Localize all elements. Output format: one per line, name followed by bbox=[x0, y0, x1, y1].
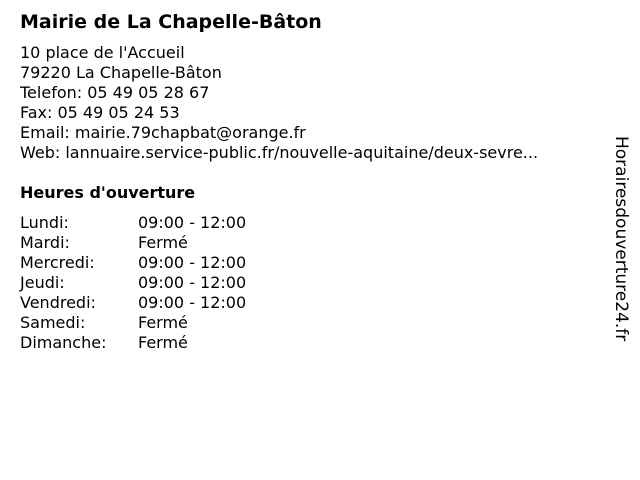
day-label: Jeudi: bbox=[20, 273, 65, 292]
address-street: 10 place de l'Accueil bbox=[20, 43, 185, 62]
hours-value: 09:00 - 12:00 bbox=[138, 253, 247, 272]
hours-value: Fermé bbox=[138, 313, 188, 332]
email-address: Email: mairie.79chapbat@orange.fr bbox=[20, 123, 306, 142]
hours-value: 09:00 - 12:00 bbox=[138, 273, 247, 292]
day-label: Mercredi: bbox=[20, 253, 95, 272]
day-label: Dimanche: bbox=[20, 333, 107, 352]
hours-value: Fermé bbox=[138, 233, 188, 252]
day-label: Lundi: bbox=[20, 213, 69, 232]
hours-value: Fermé bbox=[138, 333, 188, 352]
day-label: Samedi: bbox=[20, 313, 86, 332]
address-city: 79220 La Chapelle-Bâton bbox=[20, 63, 222, 82]
fax-number: Fax: 05 49 05 24 53 bbox=[20, 103, 180, 122]
page-title: Mairie de La Chapelle-Bâton bbox=[20, 11, 322, 33]
day-label: Mardi: bbox=[20, 233, 70, 252]
contact-block bbox=[20, 43, 538, 163]
hours-value: 09:00 - 12:00 bbox=[138, 213, 247, 232]
opening-hours-heading: Heures d'ouverture bbox=[20, 183, 196, 202]
watermark-text: Horairesdouverture24.fr bbox=[611, 136, 631, 342]
hours-value: 09:00 - 12:00 bbox=[138, 293, 247, 312]
website-url: Web: lannuaire.service-public.fr/nouvelle-aquitaine/deux-sevre... bbox=[20, 143, 539, 162]
day-label: Vendredi: bbox=[20, 293, 96, 312]
phone-number: Telefon: 05 49 05 28 67 bbox=[20, 83, 210, 102]
